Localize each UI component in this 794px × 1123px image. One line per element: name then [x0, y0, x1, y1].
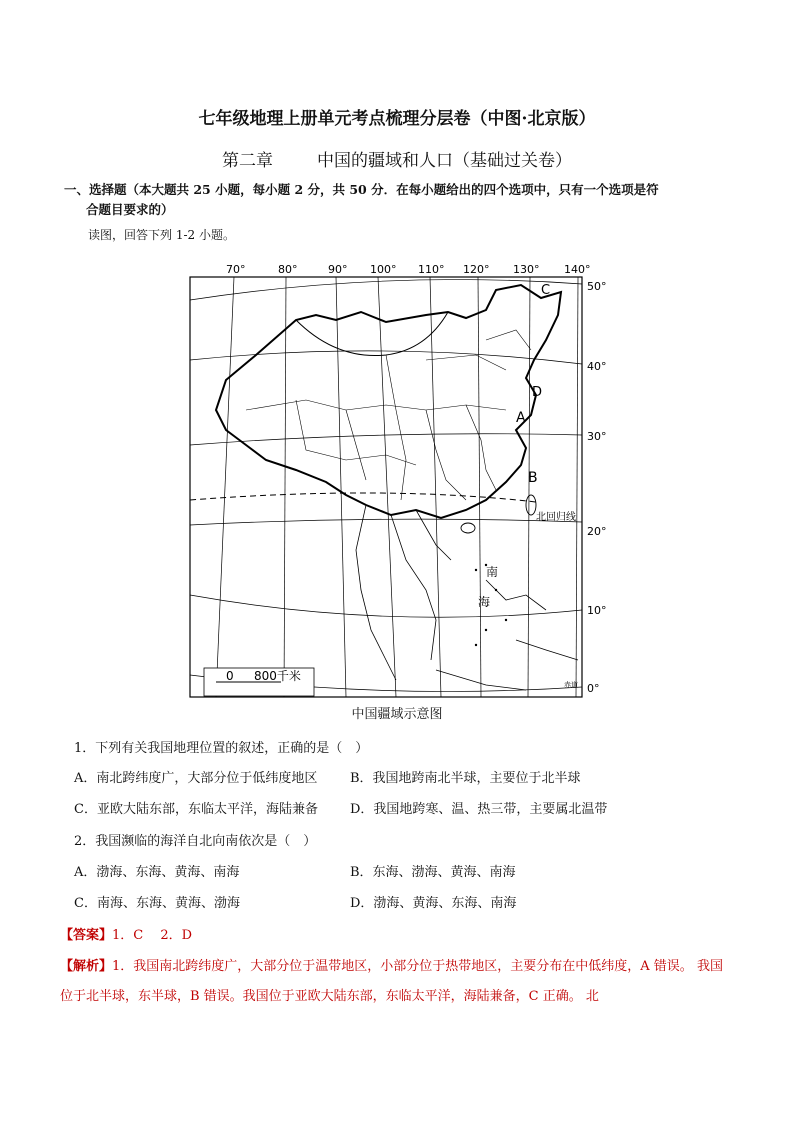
- question-1-option-a[interactable]: A．南北跨纬度广，大部分位于低纬度地区: [74, 771, 318, 786]
- lat-label: 30°: [587, 430, 607, 443]
- label-b: B: [528, 470, 538, 486]
- label-c: C: [541, 283, 551, 298]
- question-1-option-d[interactable]: D．我国地跨寒、温、热三带，主要属北温带: [350, 802, 608, 817]
- sea-label-2: 海: [478, 595, 491, 609]
- chapter-heading: [0, 146, 794, 171]
- scale-zero: 0: [226, 669, 234, 683]
- lon-label: 80°: [278, 263, 298, 276]
- question-2-option-a[interactable]: A．渤海、东海、黄海、南海: [74, 865, 240, 880]
- scale-distance: 800千米: [254, 669, 301, 683]
- chapter-number: 第二章: [222, 151, 273, 171]
- lon-label: 130°: [513, 263, 540, 276]
- instruction: 读图，回答下列 1-2 小题。: [88, 228, 235, 242]
- question-2-option-b[interactable]: B．东海、渤海、黄海、南海: [350, 865, 516, 880]
- answer-tag: 【答案】: [60, 928, 113, 943]
- map-caption: 中国疆域示意图: [351, 707, 443, 722]
- analysis-text: 1．我国南北跨纬度广，大部分位于温带地区，小部分位于热带地区，主要分布在中低纬度，A 错误。 我国位于北半球，东半球，B 错误。我国位于亚欧大陆东部，东临太平洋，海陆兼备，C 正确。 北: [60, 959, 723, 1004]
- answer-text: 1．C 2．D: [112, 928, 193, 943]
- lon-label: 120°: [463, 263, 490, 276]
- answer-line: [60, 924, 192, 943]
- label-a: A: [516, 410, 526, 426]
- section-heading: [64, 180, 736, 220]
- lon-label: 110°: [418, 263, 445, 276]
- question-1-option-b[interactable]: B．我国地跨南北半球，主要位于北半球: [350, 771, 581, 786]
- analysis-tag: 【解析】: [60, 959, 113, 974]
- tropic-label: 北回归线: [536, 512, 576, 523]
- section-heading-line1: 一、选择题（本大题共 25 小题，每小题 2 分，共 50 分．在每小题给出的四个选项中，只有一个选项是符: [64, 182, 659, 197]
- lon-label: 100°: [370, 263, 397, 276]
- page-title: 七年级地理上册单元考点梳理分层卷（中图·北京版）: [198, 109, 596, 129]
- lon-label: 140°: [564, 263, 591, 276]
- question-2-option-d[interactable]: D．渤海、黄海、东海、南海: [350, 896, 517, 911]
- question-2-option-c[interactable]: C．南海、东海、黄海、渤海: [74, 896, 240, 911]
- analysis-block: [60, 952, 734, 1012]
- lon-label: 90°: [328, 263, 348, 276]
- lat-label: 10°: [587, 604, 607, 617]
- question-1-option-c[interactable]: C．亚欧大陆东部，东临太平洋，海陆兼备: [74, 802, 318, 817]
- equator-label: 赤道: [564, 681, 578, 689]
- question-2-stem: 2．我国濒临的海洋自北向南依次是（ ）: [74, 834, 317, 849]
- question-1-stem: 1．下列有关我国地理位置的叙述，正确的是（ ）: [74, 741, 369, 756]
- lon-label: 70°: [226, 263, 246, 276]
- lat-label: 50°: [587, 280, 607, 293]
- lat-label: 20°: [587, 525, 607, 538]
- label-d: D: [532, 385, 543, 400]
- sea-label-1: 南: [486, 565, 499, 579]
- section-heading-line2: 合题目要求的）: [86, 202, 174, 217]
- china-territory-map: [186, 260, 610, 702]
- chapter-name: 中国的疆域和人口（基础过关卷）: [317, 151, 572, 171]
- lat-label: 0°: [587, 682, 600, 695]
- lat-label: 40°: [587, 360, 607, 373]
